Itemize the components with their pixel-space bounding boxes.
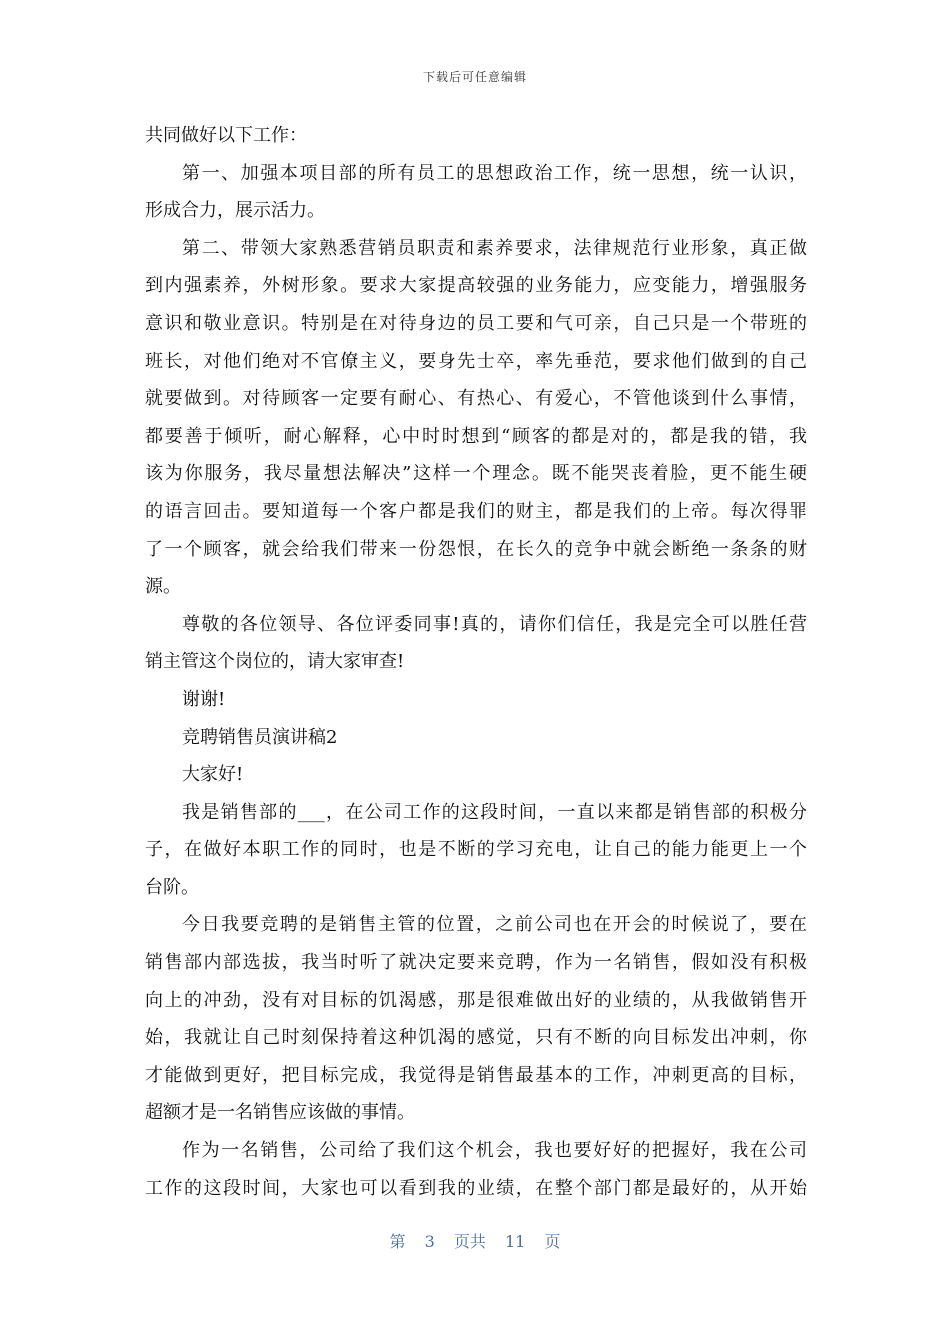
text-line: 竞聘销售员演讲稿2 — [182, 726, 338, 748]
text-line: 今日我要竞聘的是销售主管的位置，之前公司也在开会的时候说了，要在 — [182, 914, 807, 936]
text-line: 始，我就让自己时刻保持着这种饥渴的感觉，只有不断的向目标发出冲刺，你 — [145, 1027, 807, 1049]
text-line: 源。 — [145, 576, 181, 598]
text-line: 销主管这个岗位的，请大家审查! — [145, 651, 405, 673]
document-body — [145, 117, 807, 1207]
text-line: 向上的冲劲，没有对目标的饥渴感，那是很难做出好的业绩的，从我做销售开 — [145, 989, 807, 1011]
text-line: 了一个顾客，就会给我们带来一份怨恨，在长久的竞争中就会断绝一条条的财 — [145, 538, 807, 560]
text-line: 的语言回击。要知道每一个客户都是我们的财主，都是我们的上帝。每次得罪 — [145, 500, 807, 522]
text-line: 台阶。 — [145, 876, 199, 898]
text-line: 第一、加强本项目部的所有员工的思想政治工作，统一思想，统一认识， — [182, 162, 807, 184]
text-line: 形成合力，展示活力。 — [145, 200, 325, 222]
text-line: 都要善于倾听，耐心解释，心中时时想到“顾客的都是对的，都是我的错，我 — [145, 425, 807, 447]
text-line: 第二、带领大家熟悉营销员职责和素养要求，法律规范行业形象，真正做 — [182, 237, 807, 259]
text-line: 才能做到更好，把目标完成，我觉得是销售最基本的工作，冲刺更高的目标， — [145, 1064, 807, 1086]
page-number: 第 3 页共 11 页 — [389, 1232, 561, 1251]
text-line: 我是销售部的___，在公司工作的这段时间，一直以来都是销售部的积极分 — [182, 801, 807, 823]
page-header: 下载后可任意编辑 — [422, 70, 527, 84]
text-line: 班长，对他们绝对不官僚主义，要身先士卒，率先垂范，要求他们做到的自己 — [145, 350, 807, 372]
text-line: 作为一名销售，公司给了我们这个机会，我也要好好的把握好，我在公司 — [182, 1140, 807, 1162]
text-line: 销售部内部选拔，我当时听了就决定要来竞聘，作为一名销售，假如没有积极 — [145, 952, 807, 974]
text-line: 共同做好以下工作： — [145, 125, 307, 146]
text-line: 大家好! — [182, 764, 244, 786]
text-line: 谢谢! — [182, 688, 226, 710]
text-line: 工作的这段时间，大家也可以看到我的业绩，在整个部门都是最好的，从开始 — [145, 1177, 807, 1199]
text-line: 该为你服务，我尽量想法解决”这样一个理念。既不能哭丧着脸，更不能生硬 — [145, 463, 807, 485]
text-line: 就要做到。对待顾客一定要有耐心、有热心、有爱心，不管他谈到什么事情， — [145, 388, 807, 410]
text-line: 超额才是一名销售应该做的事情。 — [145, 1102, 415, 1124]
text-line: 到内强素养，外树形象。要求大家提高较强的业务能力，应变能力，增强服务 — [145, 275, 807, 297]
text-line: 意识和敬业意识。特别是在对待身边的员工要和气可亲，自己只是一个带班的 — [145, 312, 807, 334]
text-line: 尊敬的各位领导、各位评委同事!真的，请你们信任，我是完全可以胜任营 — [182, 613, 807, 635]
text-line: 子，在做好本职工作的同时，也是不断的学习充电，让自己的能力能更上一个 — [145, 839, 807, 861]
